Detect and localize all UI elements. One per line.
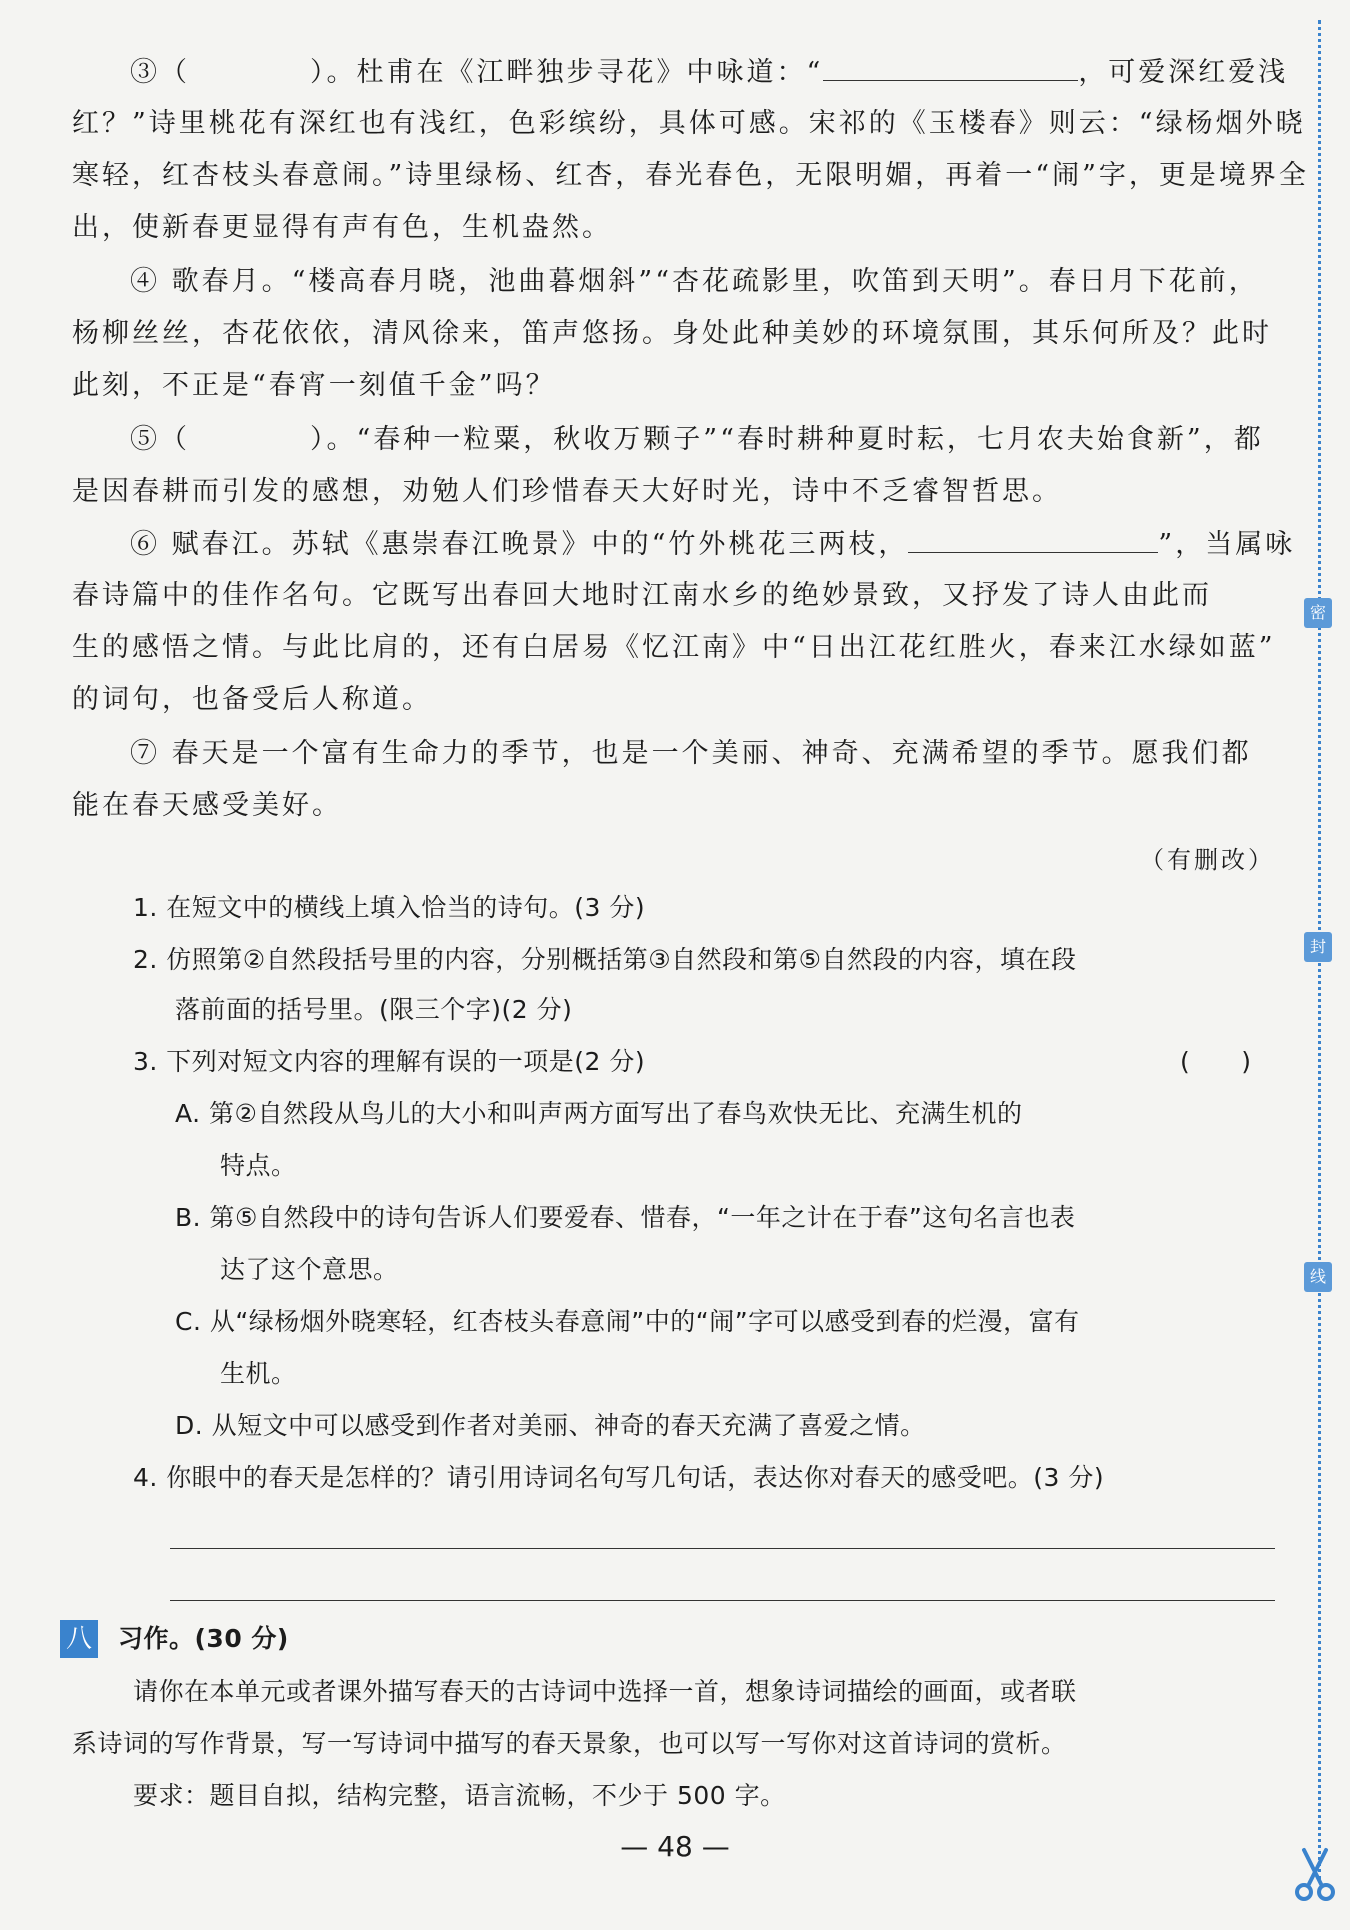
option-c: C. 从“绿杨烟外晓寒轻，红杏枝头春意闹”中的“闹”字可以感受到春的烂漫，富有	[175, 1307, 1080, 1336]
option-b: B. 第⑤自然段中的诗句告诉人们要爱春、惜春，“一年之计在于春”这句名言也表	[175, 1203, 1076, 1232]
seal-tab-feng: 封	[1304, 932, 1332, 962]
paragraph-3-text: ，可爱深红爱浅	[1078, 57, 1289, 88]
source-note: （有删改）	[1140, 846, 1275, 874]
seal-tab-mi: 密	[1304, 598, 1332, 628]
seal-tab-xian: 线	[1304, 1262, 1332, 1292]
paragraph-6-text: ”，当属咏	[1158, 529, 1296, 560]
paragraph-3-text: ③（ ）。杜甫在《江畔独步寻花》中咏道：“	[130, 57, 824, 88]
section-title: 习作。(30 分)	[118, 1624, 289, 1653]
question-3: 3. 下列对短文内容的理解有误的一项是(2 分)	[133, 1047, 646, 1076]
option-b: 达了这个意思。	[220, 1255, 399, 1284]
paragraph-5-text: ⑤（ ）。“春种一粒粟，秋收万颗子”“春时耕种夏时耘，七月农夫始食新”，都	[130, 424, 1264, 455]
question-1: 1. 在短文中的横线上填入恰当的诗句。(3 分)	[133, 893, 646, 922]
option-a: 特点。	[220, 1151, 297, 1180]
paragraph-4-text: 此刻，不正是“春宵一刻值千金”吗？	[72, 370, 556, 401]
question-2: 落前面的括号里。(限三个字)(2 分)	[175, 995, 573, 1024]
option-d: D. 从短文中可以感受到作者对美丽、神奇的春天充满了喜爱之情。	[175, 1411, 926, 1440]
fill-blank-line[interactable]	[908, 524, 1158, 553]
option-c: 生机。	[220, 1359, 297, 1388]
paragraph-4-text: 杨柳丝丝，杏花依依，清风徐来，笛声悠扬。身处此种美妙的环境氛围，其乐何所及？此时	[72, 318, 1272, 349]
page-number: — 48 —	[620, 1830, 730, 1863]
paragraph-6-text: 春诗篇中的佳作名句。它既写出春回大地时江南水乡的绝妙景致，又抒发了诗人由此而	[72, 580, 1212, 611]
answer-parentheses[interactable]: ( )	[1180, 1047, 1252, 1076]
essay-requirements: 要求：题目自拟，结构完整，语言流畅，不少于 500 字。	[133, 1781, 786, 1810]
answer-line[interactable]	[170, 1600, 1275, 1601]
question-4: 4. 你眼中的春天是怎样的？请引用诗词名句写几句话，表达你对春天的感受吧。(3 分)	[133, 1463, 1105, 1492]
paragraph-4-text: ④ 歌春月。“楼高春月晓，池曲暮烟斜”“杏花疏影里，吹笛到天明”。春日月下花前，	[130, 266, 1259, 297]
answer-line[interactable]	[170, 1548, 1275, 1549]
essay-prompt: 请你在本单元或者课外描写春天的古诗词中选择一首，想象诗词描绘的画面，或者联	[133, 1677, 1077, 1706]
scissors-icon	[1290, 1846, 1340, 1902]
paragraph-3-text: 寒轻，红杏枝头春意闹。”诗里绿杨、红杏，春光春色，无限明媚，再着一“闹”字，更是境界全	[72, 160, 1309, 191]
paragraph-3-text: 红？”诗里桃花有深红也有浅红，色彩缤纷，具体可感。宋祁的《玉楼春》则云：“绿杨烟外晓	[72, 108, 1306, 139]
paragraph-6-text: 生的感悟之情。与此比肩的，还有白居易《忆江南》中“日出江花红胜火，春来江水绿如蓝”	[72, 632, 1276, 663]
paragraph-3-text: 出，使新春更显得有声有色，生机盎然。	[72, 212, 612, 243]
paragraph-5-text: 是因春耕而引发的感想，劝勉人们珍惜春天大好时光，诗中不乏睿智哲思。	[72, 476, 1062, 507]
question-2: 2. 仿照第②自然段括号里的内容，分别概括第③自然段和第⑤自然段的内容，填在段	[133, 945, 1077, 974]
paragraph-7-text: 能在春天感受美好。	[72, 790, 342, 821]
essay-prompt: 系诗词的写作背景，写一写诗词中描写的春天景象，也可以写一写你对这首诗词的赏析。	[72, 1729, 1067, 1758]
paragraph-6-text: ⑥ 赋春江。苏轼《惠崇春江晚景》中的“竹外桃花三两枝，	[130, 529, 909, 560]
paragraph-6-text: 的词句，也备受后人称道。	[72, 684, 432, 715]
section-number-badge: 八	[60, 1620, 98, 1658]
paragraph-7-text: ⑦ 春天是一个富有生命力的季节，也是一个美丽、神奇、充满希望的季节。愿我们都	[130, 738, 1252, 769]
option-a: A. 第②自然段从鸟儿的大小和叫声两方面写出了春鸟欢快无比、充满生机的	[175, 1099, 1023, 1128]
fill-blank-line[interactable]	[823, 52, 1078, 81]
